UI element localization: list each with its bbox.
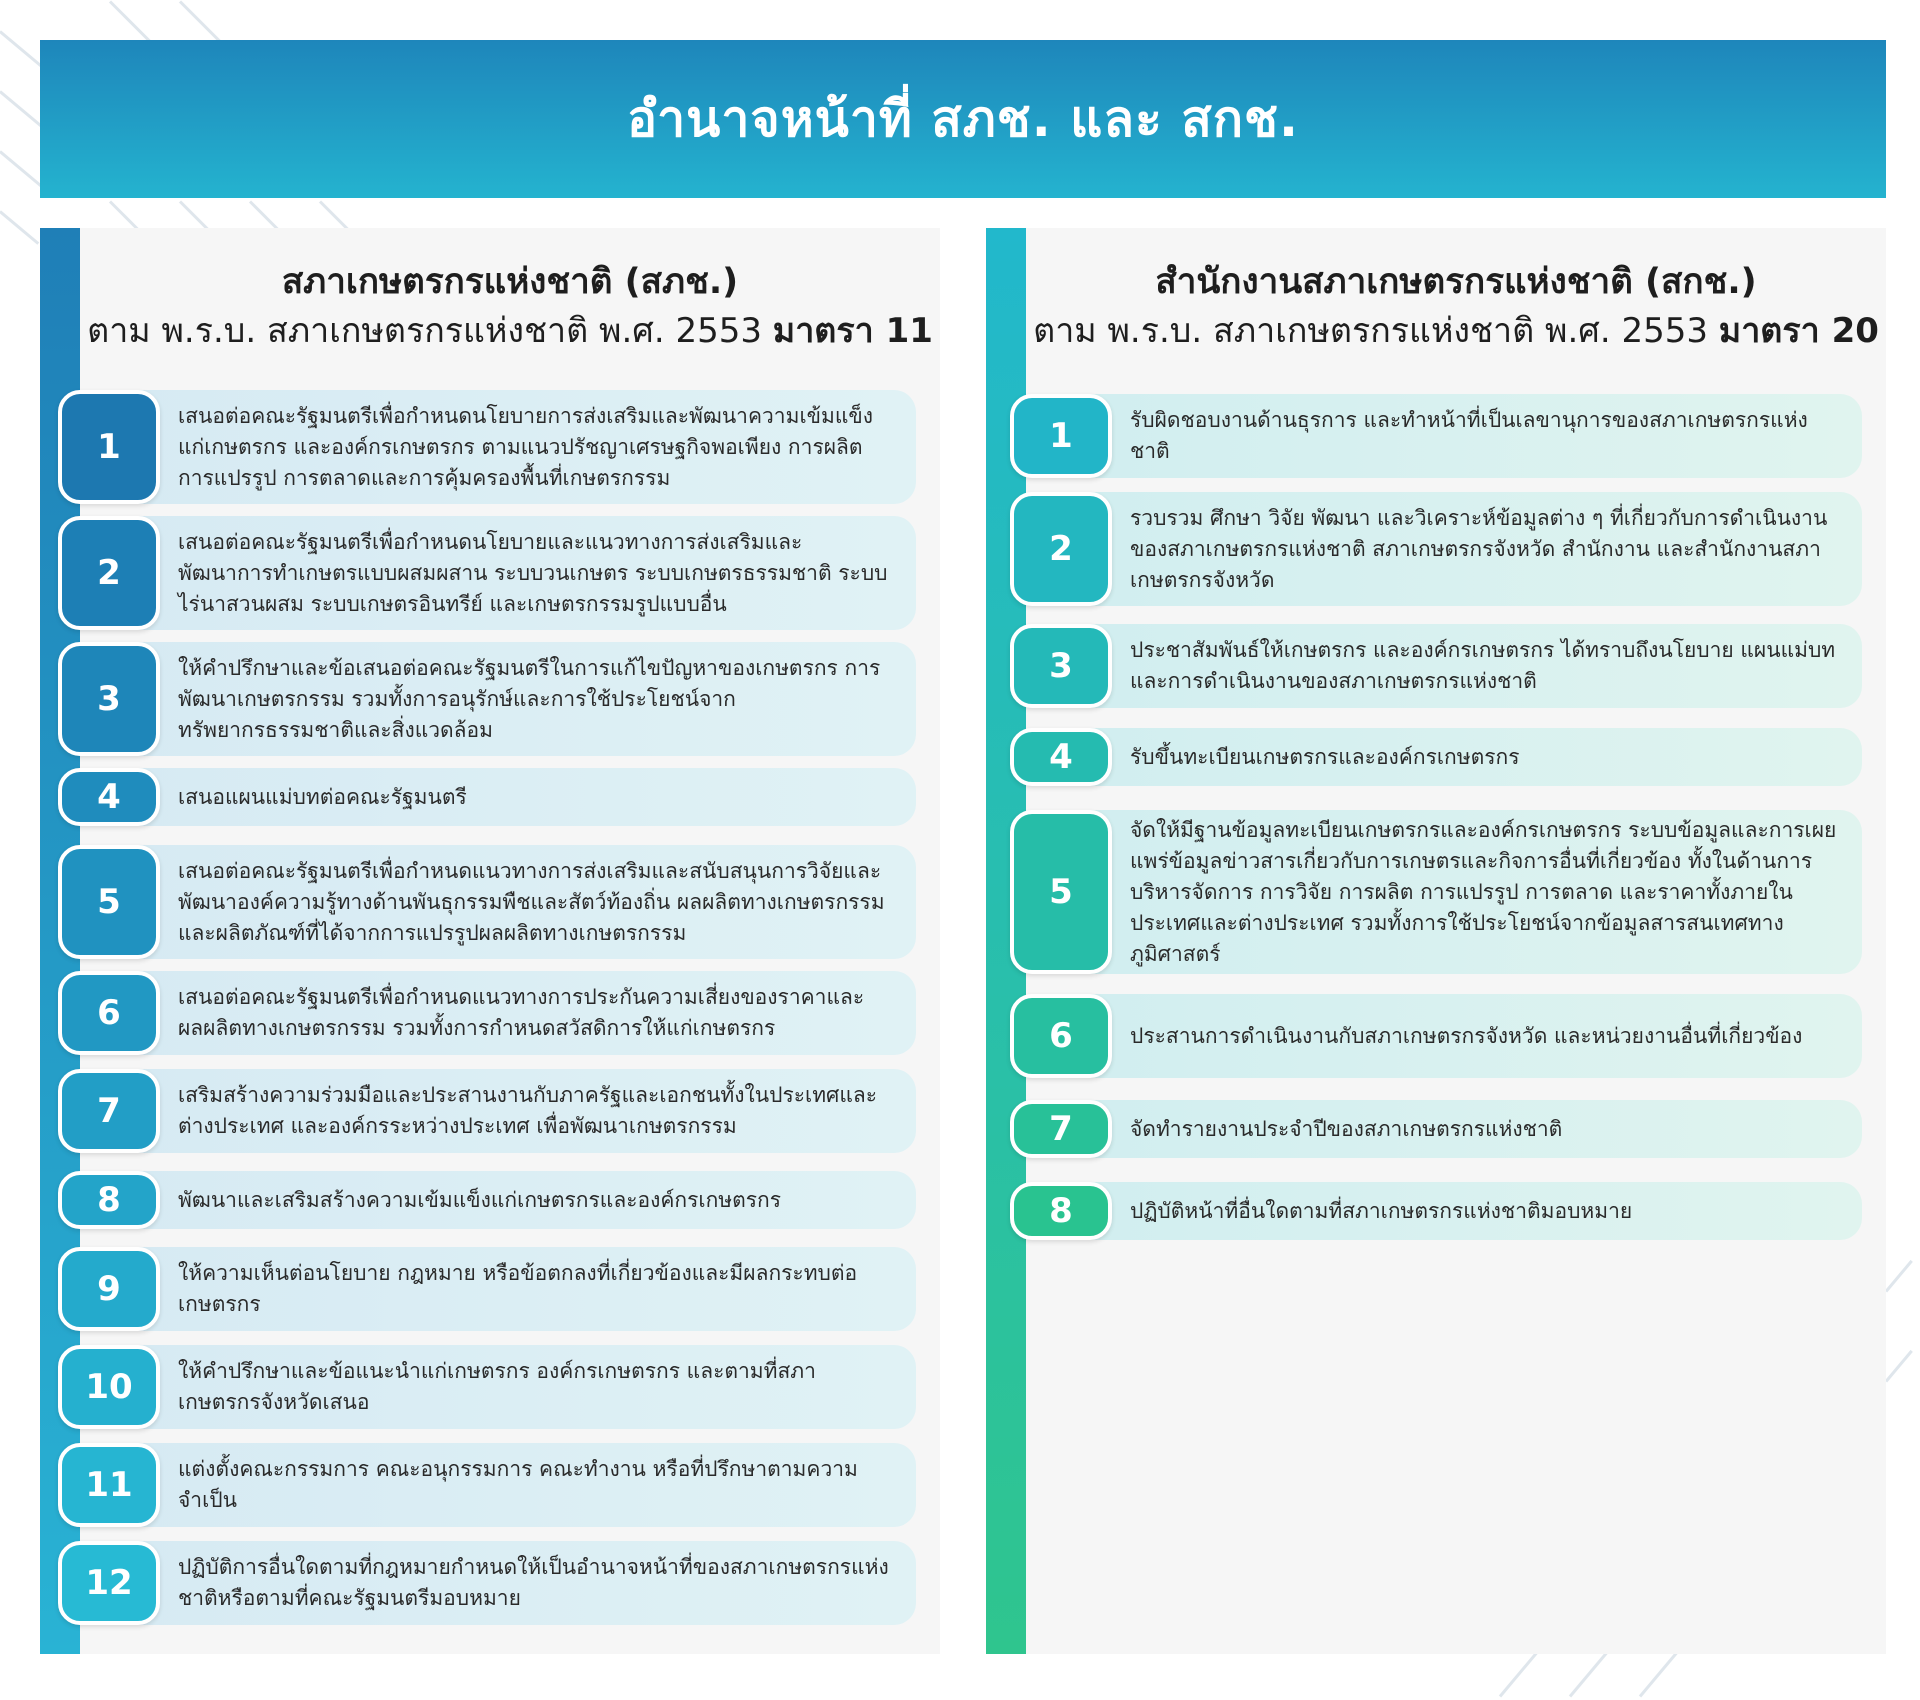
duty-item [58,1443,916,1527]
panel-subtitle-section: มาตรา 20 [1718,311,1879,351]
duty-item [1010,394,1862,478]
duty-text: ให้คำปรึกษาและข้อเสนอต่อคณะรัฐมนตรีในการแก้ไขปัญหาของเกษตรกร การพัฒนาเกษตรกรรม รวมทั้งการอนุรักษ์และการใช้ประโยชน์จากทรัพยากรธรรมชาติและสิ่งแวดล้อม [178,655,881,742]
duty-text: เสนอต่อคณะรัฐมนตรีเพื่อกำหนดแนวทางการประกันความเสี่ยงของราคาและผลผลิตทางเกษตรกรรม รวมทั้งการกำหนดสวัสดิการให้แก่เกษตรกร [178,985,865,1040]
duty-item [58,768,916,826]
decorative-line [249,200,279,230]
duty-text: เสริมสร้างความร่วมมือและประสานงานกับภาครัฐและเอกชนทั้งในประเทศและต่างประเทศ และองค์กรระหว่างประเทศ เพื่อพัฒนาเกษตรกรรม [178,1083,878,1138]
duty-number: 4 [58,768,160,826]
duty-box [1060,1100,1862,1158]
duty-box [108,768,916,826]
decorative-line [179,200,209,230]
duty-number: 9 [58,1247,160,1331]
duty-box [108,390,916,504]
panel-header [1026,258,1886,356]
duty-number: 3 [1010,624,1112,708]
duty-text: จัดทำรายงานประจำปีของสภาเกษตรกรแห่งชาติ [1130,1116,1563,1141]
duty-number: 6 [58,971,160,1055]
duty-text: จัดให้มีฐานข้อมูลทะเบียนเกษตรกรและองค์กรเกษตรกร ระบบข้อมูลและการเผยแพร่ข้อมูลข่าวสารเกี่ยวกับการเกษตรและกิจการอื่นที่เกี่ยวข้อง ทั้งในด้านการบริหารจัดการ การวิจัย การผลิต การแปรรูป การตลาด และราคาทั้งภายในประเทศและต่างประเทศ รวมทั้งการใช้ประโยชน์จากข้อมูลสารสนเทศทางภูมิศาสตร์ [1130,817,1837,966]
duty-item [1010,994,1862,1078]
duty-box [108,971,916,1055]
decorative-line [1499,1650,1540,1698]
duty-box [108,1069,916,1153]
duty-number: 3 [58,642,160,756]
duty-item [58,1069,916,1153]
duty-text: รับขึ้นทะเบียนเกษตรกรและองค์กรเกษตรกร [1130,744,1520,769]
duty-item [58,516,916,630]
duty-number: 2 [1010,492,1112,606]
panel-header [80,258,940,356]
duty-item [58,971,916,1055]
duty-box [1060,1182,1862,1240]
duty-item [58,390,916,504]
duty-item [58,1171,916,1229]
duty-text: พัฒนาและเสริมสร้างความเข้มแข็งแก่เกษตรกรและองค์กรเกษตรกร [178,1187,782,1212]
duty-text: แต่งตั้งคณะกรรมการ คณะอนุกรรมการ คณะทำงาน หรือที่ปรึกษาตามความจำเป็น [178,1457,858,1512]
duty-text: ให้คำปรึกษาและข้อแนะนำแก่เกษตรกร องค์กรเกษตรกร และตามที่สภาเกษตรกรจังหวัดเสนอ [178,1359,816,1414]
duty-item [1010,810,1862,974]
page-title: อำนาจหน้าที่ สภช. และ สกช. [627,89,1299,148]
panel-subtitle [1026,306,1886,356]
duty-number: 11 [58,1443,160,1527]
duty-box [1060,994,1862,1078]
decorative-line [1639,1650,1680,1698]
decorative-line [0,210,39,244]
duty-text: ให้ความเห็นต่อนโยบาย กฎหมาย หรือข้อตกลงที่เกี่ยวข้องและมีผลกระทบต่อเกษตรกร [178,1261,858,1316]
duty-text: ประชาสัมพันธ์ให้เกษตรกร และองค์กรเกษตรกร ได้ทราบถึงนโยบาย แผนแม่บทและการดำเนินงานของสภาเกษตรกรแห่งชาติ [1130,638,1836,693]
duty-text: ปฏิบัติหน้าที่อื่นใดตามที่สภาเกษตรกรแห่งชาติมอบหมาย [1130,1198,1633,1223]
decorative-line [1569,1650,1610,1698]
duty-number: 8 [58,1171,160,1229]
duty-number: 7 [1010,1100,1112,1158]
decorative-line [1885,1260,1913,1293]
panel-council [40,228,940,1654]
duty-number: 4 [1010,728,1112,786]
duty-item [58,1541,916,1625]
duty-number: 10 [58,1345,160,1429]
duty-number: 12 [58,1541,160,1625]
duty-text: เสนอต่อคณะรัฐมนตรีเพื่อกำหนดแนวทางการส่งเสริมและสนับสนุนการวิจัยและพัฒนาองค์ความรู้ทางด้านพันธุกรรมพืชและสัตว์ท้องถิ่น ผลผลิตทางเกษตรกรรม และผลิตภัณฑ์ที่ได้จากการแปรรูปผลผลิตทางเกษตรกรรม [178,858,885,945]
duty-box [1060,394,1862,478]
duty-item [58,642,916,756]
panel-subtitle-text: ตาม พ.ร.บ. สภาเกษตรกรแห่งชาติ พ.ศ. 2553 [1033,311,1719,351]
decorative-line [109,200,139,230]
duty-text: เสนอแผนแม่บทต่อคณะรัฐมนตรี [178,784,467,809]
duty-text: รับผิดชอบงานด้านธุรการ และทำหน้าที่เป็นเลขานุการของสภาเกษตรกรแห่งชาติ [1130,408,1808,463]
duty-number: 1 [58,390,160,504]
title-banner [40,40,1886,198]
duty-box [1060,728,1862,786]
duty-number: 7 [58,1069,160,1153]
duty-item [1010,728,1862,786]
duty-item [58,845,916,959]
duty-box [108,1345,916,1429]
duty-item [58,1247,916,1331]
panel-subtitle [80,306,940,356]
duty-number: 1 [1010,394,1112,478]
duty-number: 2 [58,516,160,630]
panel-title: สำนักงานสภาเกษตรกรแห่งชาติ (สกช.) [1155,262,1757,302]
duty-number: 5 [58,845,160,959]
duty-text: ประสานการดำเนินงานกับสภาเกษตรกรจังหวัด และหน่วยงานอื่นที่เกี่ยวข้อง [1130,1023,1803,1048]
duty-item [58,1345,916,1429]
panel-title: สภาเกษตรกรแห่งชาติ (สภช.) [281,262,739,302]
duty-text: ปฏิบัติการอื่นใดตามที่กฎหมายกำหนดให้เป็นอำนาจหน้าที่ของสภาเกษตรกรแห่งชาติหรือตามที่คณะรัฐมนตรีมอบหมาย [178,1555,889,1610]
decorative-line [109,0,154,45]
duty-text: เสนอต่อคณะรัฐมนตรีเพื่อกำหนดนโยบายและแนวทางการส่งเสริมและพัฒนาการทำเกษตรแบบผสมผสาน ระบบวนเกษตร ระบบเกษตรธรรมชาติ ระบบไร่นาสวนผสม ระบบเกษตรอินทรีย์ และเกษตรกรรมรูปแบบอื่น [178,529,888,616]
duty-number: 6 [1010,994,1112,1078]
duty-text: รวบรวม ศึกษา วิจัย พัฒนา และวิเคราะห์ข้อมูลต่าง ๆ ที่เกี่ยวกับการดำเนินงานของสภาเกษตรกรแห่งชาติ สภาเกษตรกรจังหวัด สำนักงาน และสำนักงานสภาเกษตรกรจังหวัด [1130,505,1828,592]
duty-number: 8 [1010,1182,1112,1240]
duty-box [108,1443,916,1527]
panel-office [986,228,1886,1654]
duty-box [108,845,916,959]
panel-subtitle-text: ตาม พ.ร.บ. สภาเกษตรกรแห่งชาติ พ.ศ. 2553 [87,311,773,351]
duty-item [1010,1182,1862,1240]
duty-box [108,1171,916,1229]
panel-subtitle-section: มาตรา 11 [772,311,933,351]
duty-box [1060,810,1862,974]
duty-box [108,1247,916,1331]
decorative-line [1885,1350,1913,1383]
duty-item [1010,624,1862,708]
duty-item [1010,1100,1862,1158]
decorative-line [179,0,224,45]
duty-box [108,642,916,756]
duty-box [108,1541,916,1625]
duty-box [108,516,916,630]
duty-item [1010,492,1862,606]
duty-text: เสนอต่อคณะรัฐมนตรีเพื่อกำหนดนโยบายการส่งเสริมและพัฒนาความเข้มแข็งแก่เกษตรกร และองค์กรเกษตรกร ตามแนวปรัชญาเศรษฐกิจพอเพียง การผลิต การแปรรูป การตลาดและการคุ้มครองพื้นที่เกษตรกรรม [178,403,873,490]
duty-box [1060,492,1862,606]
decorative-line [319,200,349,230]
duty-box [1060,624,1862,708]
duty-number: 5 [1010,810,1112,974]
